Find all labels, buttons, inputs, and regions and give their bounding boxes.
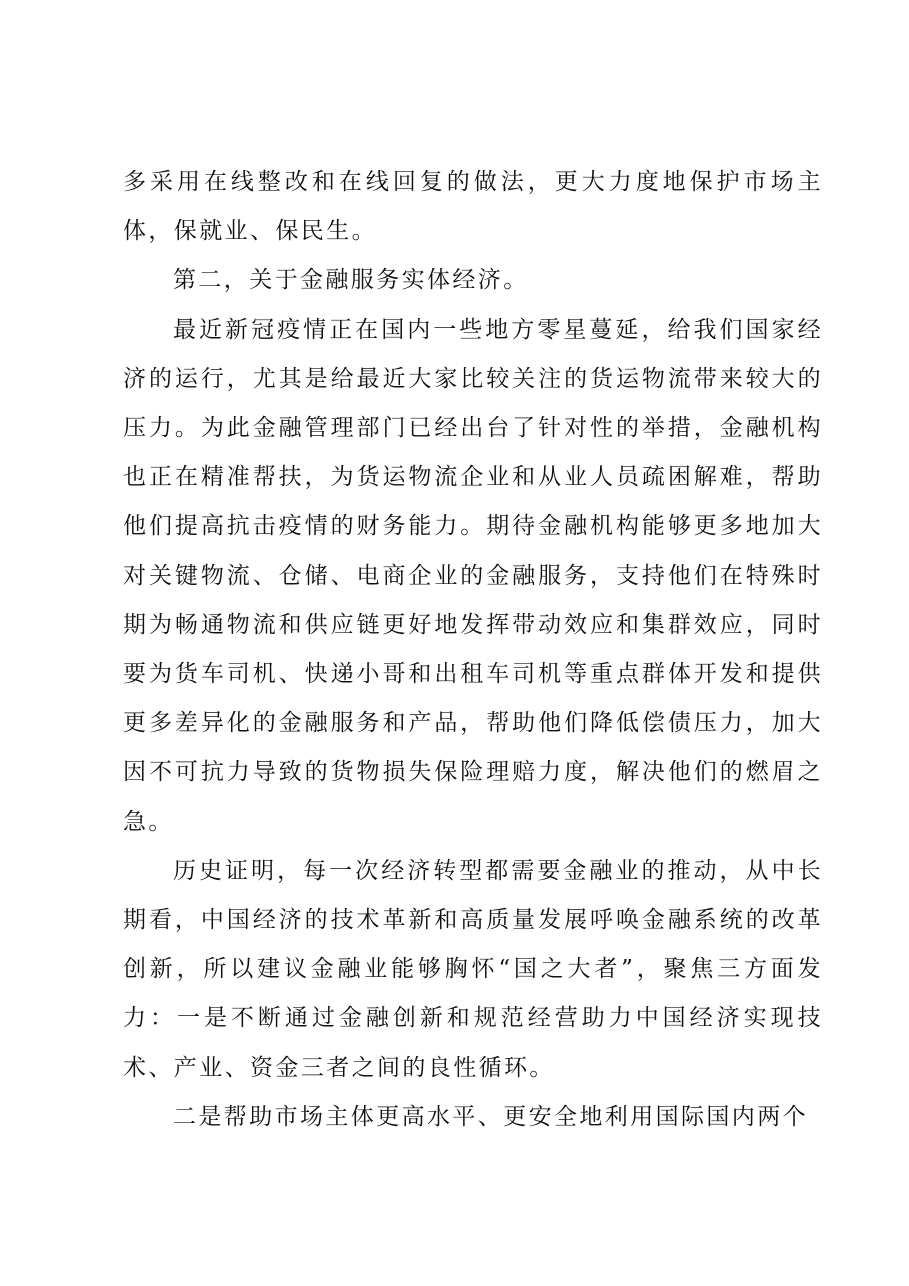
- paragraph-logistics: 最近新冠疫情正在国内一些地方零星蔓延，给我们国家经济的运行，尤其是给最近大家比较关注的货运物流带来较大的压力。为此金融管理部门已经出台了针对性的举措，金融机构也正在精准帮扶，为货运物流企业和从业人员疏困解难，帮助他们提高抗击疫情的财务能力。期待金融机构能够更多地加大对关键物流、仓储、电商企业的金融服务，支持他们在特殊时期为畅通物流和供应链更好地发挥带动效应和集群效应，同时要为货车司机、快递小哥和出租车司机等重点群体开发和提供更多差异化的金融服务和产品，帮助他们降低偿债压力，加大因不可抗力导致的货物损失保险理赔力度，解决他们的燃眉之急。: [123, 316, 823, 835]
- paragraph-history: 历史证明，每一次经济转型都需要金融业的推动，从中长期看，中国经济的技术革新和高质量发展呼唤金融系统的改革创新，所以建议金融业能够胸怀“国之大者”，聚焦三方面发力：一是不断通过金融创新和规范经营助力中国经济实现技术、产业、资金三者之间的良性循环。: [123, 857, 823, 1081]
- paragraph-continuation: 多采用在线整改和在线回复的做法，更大力度地保护市场主体，保就业、保民生。: [123, 169, 823, 245]
- paragraph-section-heading: 第二，关于金融服务实体经济。: [173, 267, 529, 294]
- paragraph-point-two: 二是帮助市场主体更高水平、更安全地利用国际国内两个: [173, 1103, 808, 1130]
- document-body: [123, 158, 823, 1142]
